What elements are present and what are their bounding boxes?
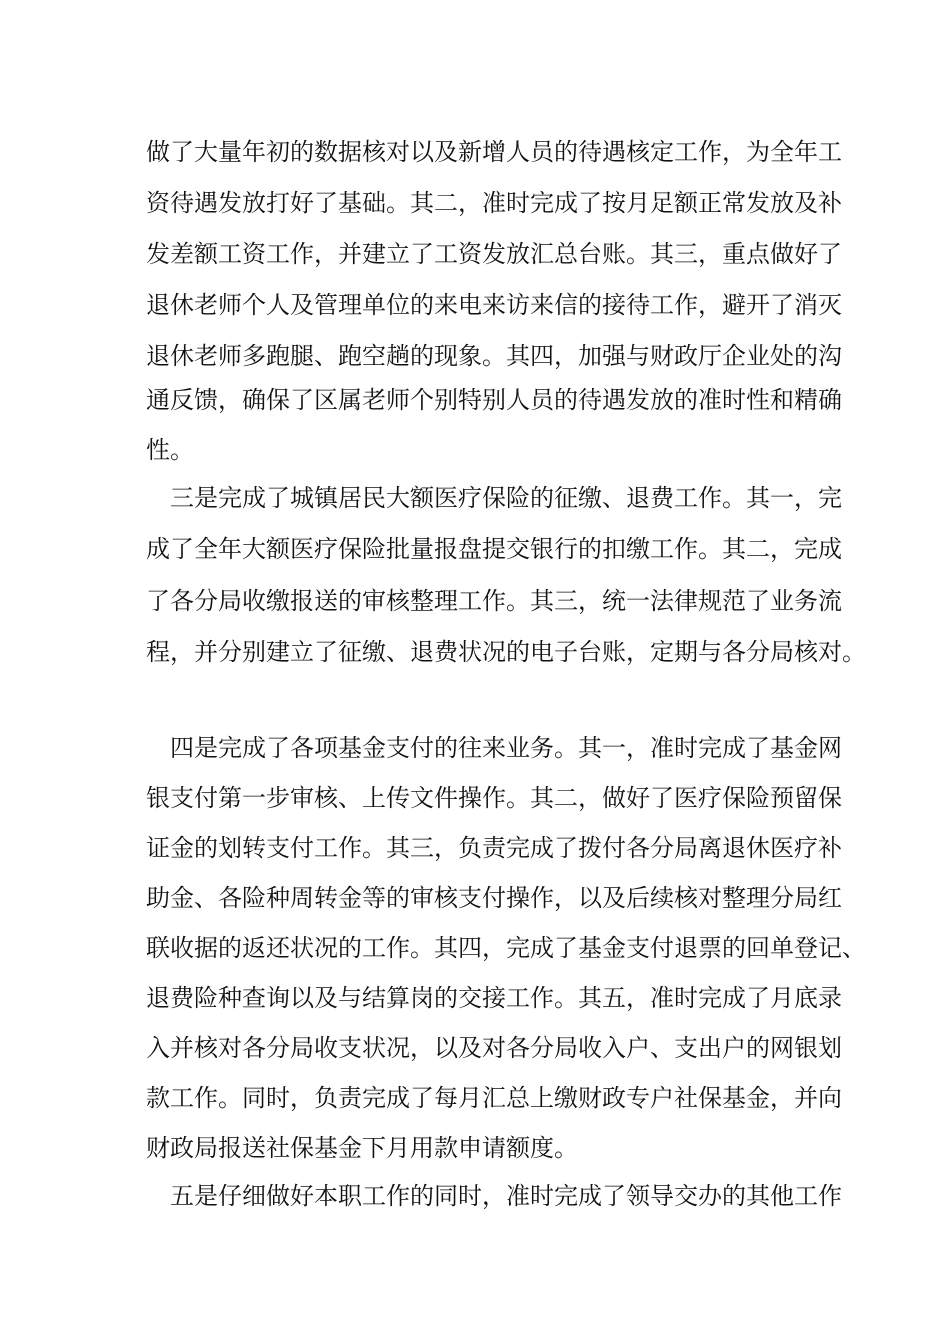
text-line: 退费险种查询以及与结算岗的交接工作。其五，准时完成了月底录: [146, 984, 842, 1012]
text-line: 退休老师个人及管理单位的来电来访来信的接待工作，避开了消灭: [146, 291, 842, 319]
text-line: 资待遇发放打好了基础。其二，准时完成了按月足额正常发放及补: [146, 189, 842, 217]
text-line: 程，并分别建立了征缴、退费状况的电子台账，定期与各分局核对。: [146, 638, 866, 666]
text-line: 性。: [146, 436, 194, 464]
paragraph-3-first-line: 三是完成了城镇居民大额医疗保险的征缴、退费工作。其一，完: [170, 484, 842, 512]
text-line: 发差额工资工作，并建立了工资发放汇总台账。其三，重点做好了: [146, 240, 842, 268]
text-line: 银支付第一步审核、上传文件操作。其二，做好了医疗保险预留保: [146, 784, 842, 812]
paragraph-4-first-line: 四是完成了各项基金支付的往来业务。其一，准时完成了基金网: [170, 734, 842, 762]
text-line: 了各分局收缴报送的审核整理工作。其三，统一法律规范了业务流: [146, 587, 842, 615]
text-line: 财政局报送社保基金下月用款申请额度。: [146, 1134, 578, 1162]
paragraph-5-first-line: 五是仔细做好本职工作的同时，准时完成了领导交办的其他工作: [170, 1182, 842, 1210]
text-line: 成了全年大额医疗保险批量报盘提交银行的扣缴工作。其二，完成: [146, 535, 842, 563]
text-line: 做了大量年初的数据核对以及新增人员的待遇核定工作，为全年工: [146, 138, 842, 166]
text-line: 证金的划转支付工作。其三，负责完成了拨付各分局离退休医疗补: [146, 834, 842, 862]
text-line: 联收据的返还状况的工作。其四，完成了基金支付退票的回单登记、: [146, 934, 866, 962]
text-line: 通反馈，确保了区属老师个别特别人员的待遇发放的准时性和精确: [146, 386, 842, 414]
text-line: 款工作。同时，负责完成了每月汇总上缴财政专户社保基金，并向: [146, 1084, 842, 1112]
text-line: 入并核对各分局收支状况，以及对各分局收入户、支出户的网银划: [146, 1034, 842, 1062]
text-line: 助金、各险种周转金等的审核支付操作，以及后续核对整理分局红: [146, 884, 842, 912]
text-line: 退休老师多跑腿、跑空趟的现象。其四，加强与财政厅企业处的沟: [146, 342, 842, 370]
